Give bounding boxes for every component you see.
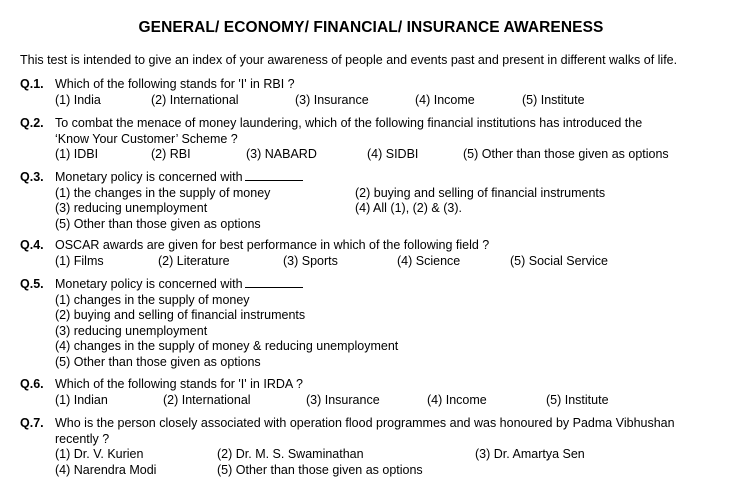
option-3[interactable]: (3) Insurance: [306, 392, 380, 407]
option-5[interactable]: (5) Institute: [546, 392, 609, 407]
options-row: [20, 463, 732, 479]
option-2[interactable]: (2) Literature: [158, 253, 230, 268]
option-4[interactable]: (4) changes in the supply of money & reducing unemployment: [55, 339, 399, 353]
option-2[interactable]: (2) buying and selling of financial instruments: [355, 185, 606, 200]
options-row: [20, 186, 732, 202]
option-1[interactable]: (1) India: [55, 92, 101, 107]
question-text-continued: ‘Know Your Customer’ Scheme ?: [55, 131, 238, 146]
option-2[interactable]: (2) RBI: [151, 147, 191, 161]
option-4[interactable]: (4) Science: [397, 253, 461, 268]
options-row: [20, 147, 732, 163]
question-number: Q.5.: [20, 277, 44, 291]
option-1[interactable]: (1) changes in the supply of money: [55, 292, 250, 307]
question-7: [20, 416, 732, 478]
option-5[interactable]: (5) Other than those given as options: [217, 462, 423, 477]
option-5[interactable]: (5) Institute: [522, 92, 585, 107]
question-text: OSCAR awards are given for best performance in which of the following field ?: [55, 238, 490, 252]
options-row: [20, 447, 732, 463]
question-6: [20, 377, 732, 408]
question-2: [20, 116, 732, 163]
question-4: [20, 238, 732, 269]
question-text: To combat the menace of money laundering, which of the following financial institutions has introduced the: [55, 116, 643, 130]
question-text: Which of the following stands for 'I' in RBI ?: [55, 77, 295, 91]
option-4[interactable]: (4) Narendra Modi: [55, 462, 157, 477]
question-5: [20, 277, 732, 370]
question-number: Q.7.: [20, 416, 44, 430]
question-text: Which of the following stands for 'I' in IRDA ?: [55, 377, 303, 391]
option-4[interactable]: (4) All (1), (2) & (3).: [355, 201, 462, 215]
option-5[interactable]: (5) Other than those given as options: [55, 216, 261, 231]
question-number: Q.3.: [20, 170, 44, 184]
question-number: Q.2.: [20, 116, 44, 130]
answer-blank: [245, 277, 303, 288]
option-4[interactable]: (4) SIDBI: [367, 147, 419, 161]
question-number: Q.4.: [20, 238, 44, 252]
question-text: Monetary policy is concerned with: [55, 170, 243, 184]
option-5[interactable]: (5) Other than those given as options: [55, 354, 261, 369]
option-3[interactable]: (3) reducing unemployment: [55, 201, 208, 215]
option-3[interactable]: (3) Insurance: [295, 92, 369, 107]
question-number: Q.1.: [20, 77, 44, 91]
answer-blank: [245, 170, 303, 181]
options-row: [20, 217, 732, 233]
option-3[interactable]: (3) Dr. Amartya Sen: [475, 447, 585, 461]
options-row: [20, 201, 732, 217]
intro-text: This test is intended to give an index of your awareness of people and events past and present in different walks of life.: [20, 53, 678, 67]
option-5[interactable]: (5) Other than those given as options: [463, 147, 669, 161]
option-2[interactable]: (2) International: [151, 92, 239, 107]
option-1[interactable]: (1) the changes in the supply of money: [55, 185, 271, 200]
question-number: Q.6.: [20, 377, 44, 391]
option-1[interactable]: (1) IDBI: [55, 147, 99, 161]
option-1[interactable]: (1) Films: [55, 253, 104, 268]
option-1[interactable]: (1) Indian: [55, 392, 108, 407]
option-3[interactable]: (3) Sports: [283, 253, 338, 268]
question-3: [20, 170, 732, 232]
options-row: [20, 254, 732, 270]
options-row: [20, 393, 732, 409]
page-title: GENERAL/ ECONOMY/ FINANCIAL/ INSURANCE AWARENESS: [138, 19, 604, 36]
option-4[interactable]: (4) Income: [415, 92, 475, 107]
option-3[interactable]: (3) NABARD: [246, 147, 317, 161]
question-text-continued: recently ?: [55, 431, 110, 446]
option-1[interactable]: (1) Dr. V. Kurien: [55, 447, 144, 461]
question-text: Who is the person closely associated with operation flood programmes and was honoured by Padma Vibhushan: [55, 416, 675, 430]
question-text: Monetary policy is concerned with: [55, 277, 243, 291]
option-3[interactable]: (3) reducing unemployment: [55, 323, 208, 338]
options-row: [20, 93, 732, 109]
option-2[interactable]: (2) buying and selling of financial instruments: [55, 308, 306, 322]
option-4[interactable]: (4) Income: [427, 392, 487, 407]
options-list: [20, 293, 732, 371]
option-5[interactable]: (5) Social Service: [510, 253, 608, 268]
option-2[interactable]: (2) Dr. M. S. Swaminathan: [217, 447, 364, 461]
question-1: [20, 77, 732, 108]
option-2[interactable]: (2) International: [163, 392, 251, 407]
